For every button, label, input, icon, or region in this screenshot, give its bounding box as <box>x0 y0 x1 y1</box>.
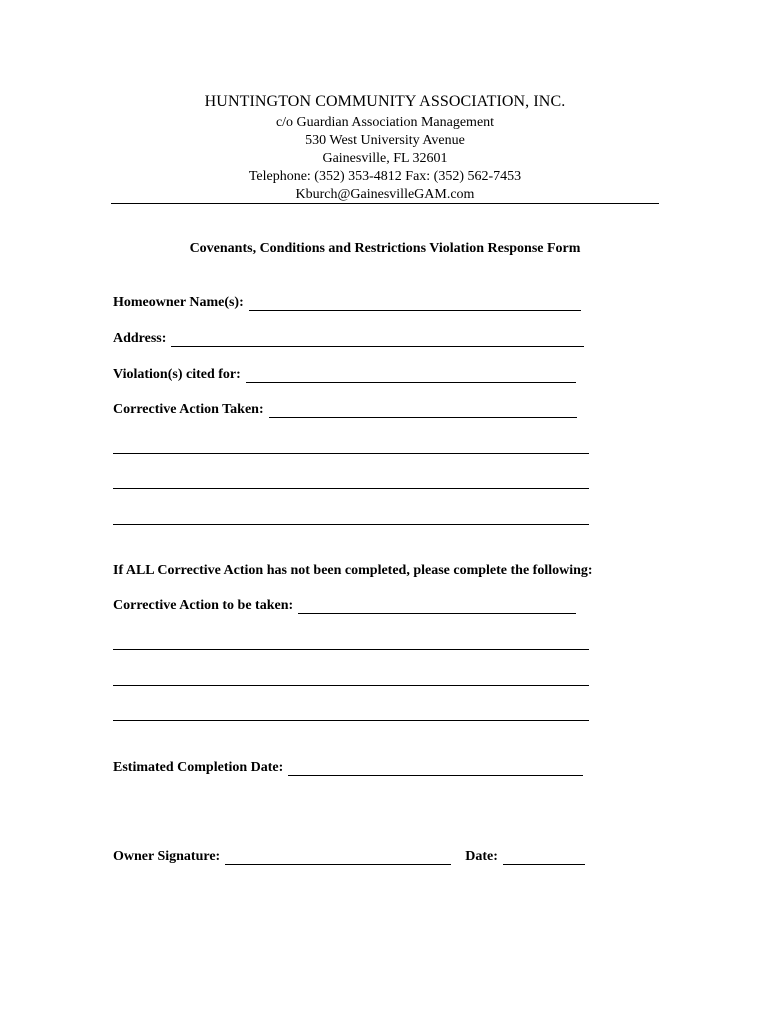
estimated-completion-date-field[interactable] <box>113 760 583 776</box>
corrective-action-taken-label: Corrective Action Taken: <box>113 402 264 417</box>
address-blank[interactable] <box>171 333 584 347</box>
header-divider <box>111 203 659 204</box>
owner-signature-blank[interactable] <box>225 851 451 865</box>
street-address: 530 West University Avenue <box>305 133 465 148</box>
owner-signature-label: Owner Signature: <box>113 849 221 864</box>
signature-date-blank[interactable] <box>503 851 585 865</box>
corrective-action-taken-field[interactable] <box>113 402 577 418</box>
phone-fax-line: Telephone: (352) 353-4812 Fax: (352) 562-7453 <box>248 169 522 184</box>
corrective-action-to-take-blank[interactable] <box>298 600 576 614</box>
incomplete-action-note: If ALL Corrective Action has not been completed, please complete the following: <box>113 563 593 578</box>
corrective-action-to-take-field[interactable] <box>113 598 576 614</box>
owner-signature-field[interactable] <box>113 849 585 865</box>
city-state-zip: Gainesville, FL 32601 <box>322 151 448 166</box>
corrective-action-to-take-line-4[interactable] <box>113 720 589 721</box>
corrective-action-to-take-line-3[interactable] <box>113 685 589 686</box>
homeowner-name-field[interactable] <box>113 295 581 311</box>
homeowner-name-label: Homeowner Name(s): <box>113 295 244 310</box>
violations-blank[interactable] <box>246 369 576 383</box>
corrective-action-to-take-label: Corrective Action to be taken: <box>113 598 294 613</box>
corrective-action-taken-line-2[interactable] <box>113 453 589 454</box>
violations-label: Violation(s) cited for: <box>113 367 241 382</box>
estimated-completion-date-blank[interactable] <box>288 762 583 776</box>
organization-name: HUNTINGTON COMMUNITY ASSOCIATION, INC. <box>204 93 566 110</box>
signature-date-label: Date: <box>465 849 498 864</box>
corrective-action-taken-blank[interactable] <box>269 404 577 418</box>
corrective-action-taken-line-4[interactable] <box>113 524 589 525</box>
homeowner-name-blank[interactable] <box>249 297 581 311</box>
email-line: Kburch@GainesvilleGAM.com <box>295 187 475 202</box>
care-of-line: c/o Guardian Association Management <box>275 115 495 130</box>
address-field[interactable] <box>113 331 584 347</box>
form-title: Covenants, Conditions and Restrictions Violation Response Form <box>189 241 581 256</box>
corrective-action-to-take-line-2[interactable] <box>113 649 589 650</box>
violations-field[interactable] <box>113 367 576 383</box>
estimated-completion-date-label: Estimated Completion Date: <box>113 760 284 775</box>
corrective-action-taken-line-3[interactable] <box>113 488 589 489</box>
address-label: Address: <box>113 331 167 346</box>
